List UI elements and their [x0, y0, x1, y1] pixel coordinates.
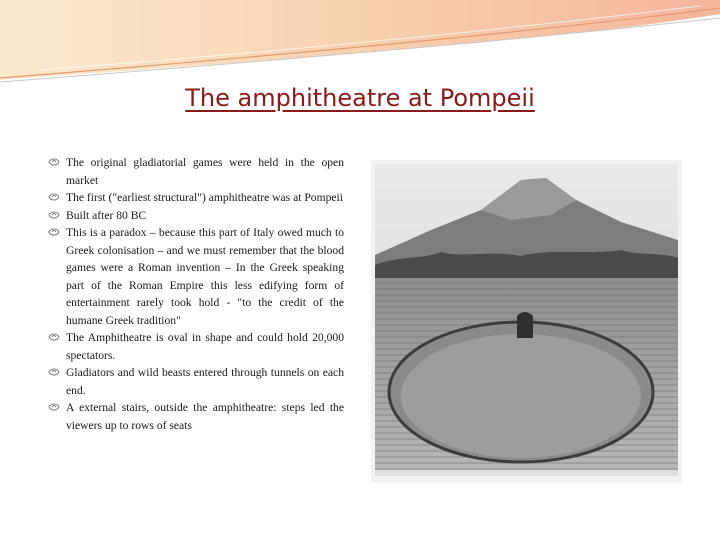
amphitheatre-photo	[371, 160, 682, 483]
slide-title: The amphitheatre at Pompeii	[185, 84, 535, 112]
bullet-text: Built after 80 BC	[66, 208, 147, 222]
list-item	[48, 154, 344, 189]
bullet-text: The first ("earliest structural") amphitheatre was at Pompeii	[66, 191, 343, 204]
swirl-bullet-icon	[48, 157, 60, 167]
bullet-text: Gladiators and wild beasts entered through tunnels on each end.	[66, 366, 344, 397]
bullet-text: A external stairs, outside the amphitheatre: steps led the viewers up to rows of seats	[66, 401, 344, 432]
header-swoosh-decoration	[0, 0, 720, 85]
swirl-bullet-icon	[48, 332, 60, 342]
list-item	[48, 364, 344, 399]
bullet-list	[48, 154, 344, 434]
swirl-bullet-icon	[48, 192, 60, 202]
list-item	[48, 224, 344, 329]
list-item	[48, 399, 344, 434]
bullet-text: The Amphitheatre is oval in shape and could hold 20,000 spectators.	[66, 331, 344, 362]
bullet-text: The original gladiatorial games were held in the open market	[66, 156, 344, 187]
list-item	[48, 329, 344, 364]
list-item	[48, 189, 344, 207]
swirl-bullet-icon	[48, 227, 60, 237]
list-item	[48, 207, 344, 225]
swirl-bullet-icon	[48, 210, 60, 220]
bullet-text: This is a paradox – because this part of Italy owed much to Greek colonisation – and we must remember that the blood games were a Roman invention – In the Greek speaking part of the Roman Empire this less edifying form of entertainment rarely took hold - "to the credit of the humane Greek tradition"	[66, 226, 344, 327]
swirl-bullet-icon	[48, 367, 60, 377]
swirl-bullet-icon	[48, 402, 60, 412]
